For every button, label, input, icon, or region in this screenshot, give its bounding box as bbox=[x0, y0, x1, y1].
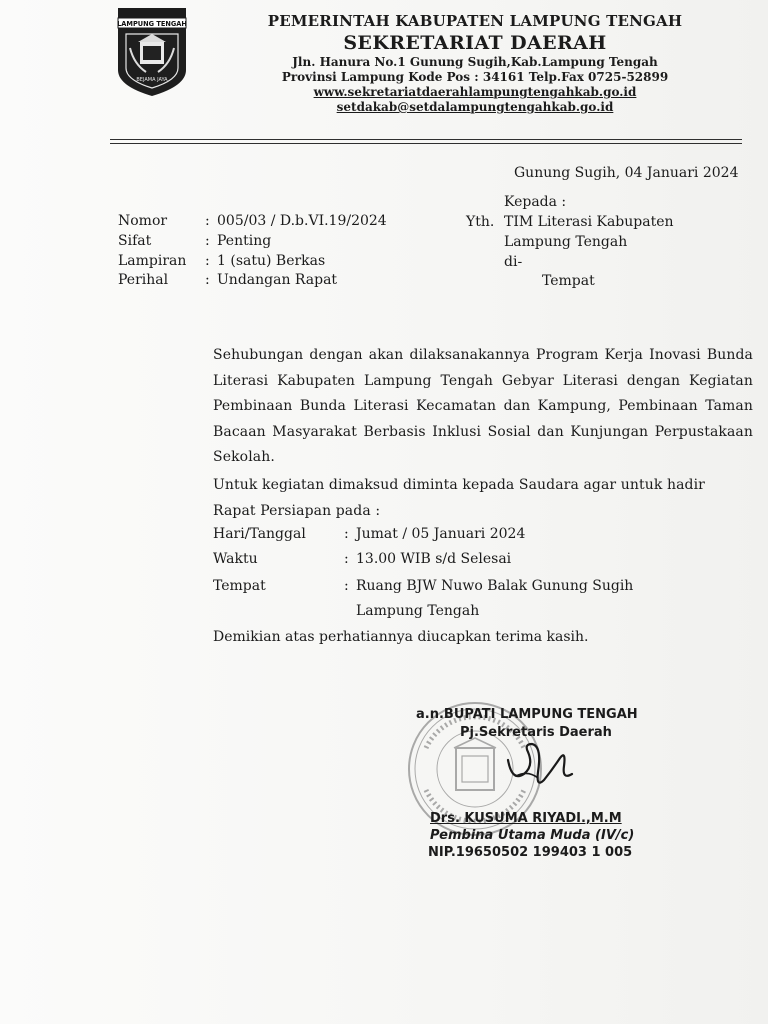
emblem-motto: BEJAMA JAYA bbox=[136, 77, 168, 83]
detail-label-time: Waktu bbox=[213, 551, 258, 567]
recipient-heading: Kepada : bbox=[504, 194, 567, 210]
meta-label-nomor: Nomor bbox=[118, 213, 168, 229]
meta-colon: : bbox=[205, 233, 210, 249]
detail-colon: : bbox=[344, 551, 349, 567]
signature-position: Pj.Sekretaris Daerah bbox=[460, 725, 612, 740]
meta-value-nomor: 005/03 / D.b.VI.19/2024 bbox=[217, 213, 387, 229]
letterhead-divider-thin bbox=[110, 143, 742, 144]
letterhead-government: PEMERINTAH KABUPATEN LAMPUNG TENGAH bbox=[267, 12, 683, 30]
detail-colon: : bbox=[344, 526, 349, 542]
regency-emblem-icon bbox=[112, 8, 192, 96]
signatory-nip: NIP.19650502 199403 1 005 bbox=[428, 845, 633, 860]
body-paragraph-intro: Sehubungan dengan akan dilaksanakannya Program Kerja Inovasi Bunda Literasi Kabupaten Lampung Tengah Gebyar Literasi dengan Kegiatan Pembinaan Bunda Literasi Kecamatan dan Kampung, Pembinaan Taman Bacaan Masyarakat Berbasis Inklusi Sosial dan Kunjungan Perpustakaan Sekolah. bbox=[213, 347, 753, 465]
signatory-name: Drs. KUSUMA RIYADI.,M.M bbox=[430, 811, 622, 826]
meta-label-perihal: Perihal bbox=[118, 272, 169, 288]
detail-value-date: Jumat / 05 Januari 2024 bbox=[356, 526, 526, 542]
letter-date: Gunung Sugih, 04 Januari 2024 bbox=[514, 165, 739, 181]
recipient-region: Lampung Tengah bbox=[504, 234, 628, 250]
invitation-line-1: Untuk kegiatan dimaksud diminta kepada Saudara agar untuk hadir bbox=[213, 477, 705, 493]
invitation-line-2: Rapat Persiapan pada : bbox=[213, 502, 381, 519]
recipient-name: TIM Literasi Kabupaten bbox=[504, 214, 674, 230]
recipient-salutation: Yth. bbox=[466, 214, 495, 230]
recipient-di: di- bbox=[504, 254, 523, 270]
body-paragraph-invitation bbox=[213, 473, 753, 524]
meta-colon: : bbox=[205, 272, 210, 288]
meta-value-perihal: Undangan Rapat bbox=[217, 272, 338, 288]
closing-sentence: Demikian atas perhatiannya diucapkan terima kasih. bbox=[213, 629, 589, 645]
letterhead-contact: Provinsi Lampung Kode Pos : 34161 Telp.Fax 0725-52899 bbox=[281, 70, 669, 84]
letterhead-email-link[interactable]: setdakab@setdalampungtengahkab.go.id bbox=[336, 100, 614, 114]
emblem-title: LAMPUNG TENGAH bbox=[117, 20, 187, 28]
detail-value-time: 13.00 WIB s/d Selesai bbox=[356, 551, 512, 567]
letterhead bbox=[236, 12, 714, 115]
meta-value-lampiran: 1 (satu) Berkas bbox=[217, 253, 326, 269]
meta-label-lampiran: Lampiran bbox=[118, 253, 187, 269]
letterhead-office: SEKRETARIAT DAERAH bbox=[343, 32, 607, 54]
letterhead-divider-thick bbox=[110, 139, 742, 140]
detail-label-place: Tempat bbox=[213, 578, 266, 594]
detail-label-date: Hari/Tanggal bbox=[213, 526, 306, 542]
detail-value-place-line-2: Lampung Tengah bbox=[356, 603, 480, 619]
letterhead-address: Jln. Hanura No.1 Gunung Sugih,Kab.Lampung Tengah bbox=[292, 55, 658, 69]
letterhead-website-link[interactable]: www.sekretariatdaerahlampungtengahkab.go.id bbox=[313, 85, 637, 99]
recipient-place: Tempat bbox=[542, 273, 595, 289]
detail-colon: : bbox=[344, 578, 349, 594]
detail-value-place: Ruang BJW Nuwo Balak Gunung Sugih bbox=[356, 578, 634, 594]
meta-colon: : bbox=[205, 253, 210, 269]
signature-on-behalf: a.n.BUPATI LAMPUNG TENGAH bbox=[416, 707, 638, 722]
meta-colon: : bbox=[205, 213, 210, 229]
meta-label-sifat: Sifat bbox=[118, 233, 152, 249]
signatory-rank: Pembina Utama Muda (IV/c) bbox=[430, 828, 635, 843]
meta-value-sifat: Penting bbox=[217, 233, 272, 249]
